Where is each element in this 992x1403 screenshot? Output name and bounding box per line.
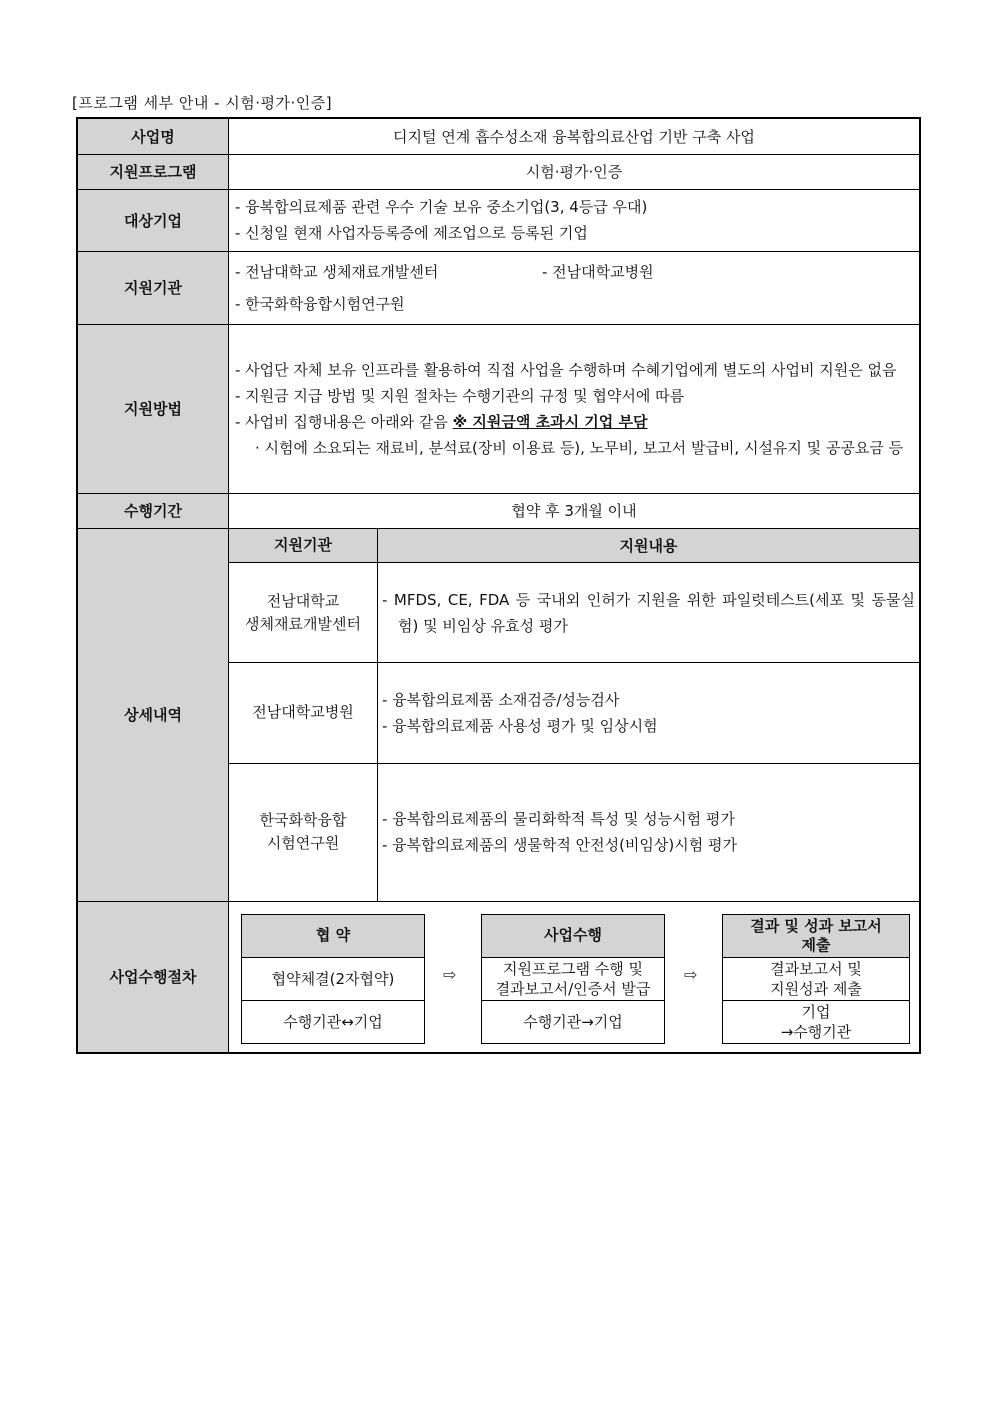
row-project xyxy=(77,118,920,154)
step-flow: 수행기관→기업 xyxy=(482,1000,664,1043)
method-subitem: · 시험에 소요되는 재료비, 분석료(장비 이용료 등), 노무비, 보고서 발급비, 시설유지 및 공공요금 등 xyxy=(255,438,904,457)
details-institution: 전남대학교병원 xyxy=(229,663,378,763)
value-program: 시험·평가·인증 xyxy=(229,154,921,189)
step-title: 사업수행 xyxy=(482,915,664,958)
row-program xyxy=(77,154,920,189)
value-method xyxy=(229,324,921,493)
label-details: 상세내역 xyxy=(77,528,229,901)
step-title: 협 약 xyxy=(242,915,424,958)
step-description: 결과보고서 및 지원성과 제출 xyxy=(770,959,862,998)
arrow-right-icon: ⇨ xyxy=(443,964,457,984)
institution-item: - 전남대학교 생체재료개발센터 xyxy=(235,262,439,281)
details-header-row xyxy=(229,529,919,563)
details-item: - MFDS, CE, FDA 등 국내외 인허가 지원을 위한 파일럿테스트(세포 및 동물실험) 및 비임상 유효성 평가 xyxy=(382,590,915,635)
value-project: 디지털 연계 흡수성소재 융복합의료산업 기반 구축 사업 xyxy=(229,118,921,154)
details-institution: 한국화학융합 시험연구원 xyxy=(229,763,378,900)
label-project: 사업명 xyxy=(77,118,229,154)
label-method: 지원방법 xyxy=(77,324,229,493)
method-emphasis: ※ 지원금액 초과시 기업 부담 xyxy=(452,412,648,431)
details-table xyxy=(229,529,919,901)
method-item: - 지원금 지급 방법 및 지원 절차는 수행기관의 규정 및 협약서에 따름 xyxy=(235,386,685,405)
label-procedure: 사업수행절차 xyxy=(77,901,229,1053)
value-details xyxy=(229,528,921,901)
row-institution xyxy=(77,251,920,324)
arrow-right-icon: ⇨ xyxy=(684,964,698,984)
step-flow: 수행기관↔기업 xyxy=(242,1000,424,1043)
details-col-institution: 지원기관 xyxy=(229,529,378,563)
details-content xyxy=(378,763,920,900)
label-period: 수행기간 xyxy=(77,493,229,528)
procedure-step-agreement xyxy=(241,914,425,1044)
step-description: 지원프로그램 수행 및 결과보고서/인증서 발급 xyxy=(495,959,651,998)
label-target: 대상기업 xyxy=(77,189,229,251)
value-institution xyxy=(229,251,921,324)
details-row xyxy=(229,763,919,900)
row-target xyxy=(77,189,920,251)
procedure-flow xyxy=(229,902,919,1052)
details-item: - 융복합의료제품의 물리화학적 특성 및 성능시험 평가 xyxy=(382,810,735,829)
target-item: - 신청일 현재 사업자등록증에 제조업으로 등록된 기업 xyxy=(235,224,588,242)
details-item: - 융복합의료제품 소재검증/성능검사 xyxy=(382,690,620,709)
details-item: - 융복합의료제품 사용성 평가 및 임상시험 xyxy=(382,716,658,735)
details-row xyxy=(229,663,919,763)
row-procedure xyxy=(77,901,920,1053)
details-col-content: 지원내용 xyxy=(378,529,920,563)
institution-item: - 전남대학교병원 xyxy=(542,262,654,281)
row-period xyxy=(77,493,920,528)
step-description: 협약체결(2자협약) xyxy=(271,969,395,988)
row-method xyxy=(77,324,920,493)
details-content xyxy=(378,563,920,663)
method-item-text: - 사업비 집행내용은 아래와 같음 xyxy=(235,412,453,431)
institution-item: - 한국화학융합시험연구원 xyxy=(235,294,405,313)
document-caption: [프로그램 세부 안내 - 시험·평가·인증] xyxy=(72,94,333,112)
details-item: - 융복합의료제품의 생물학적 안전성(비임상)시험 평가 xyxy=(382,836,737,855)
details-institution: 전남대학교 생체재료개발센터 xyxy=(229,563,378,663)
row-details xyxy=(77,528,920,901)
method-item xyxy=(235,409,913,435)
program-info-table xyxy=(76,117,921,1054)
target-item: - 융복합의료제품 관련 우수 기술 보유 중소기업(3, 4등급 우대) xyxy=(235,198,648,216)
step-title: 결과 및 성과 보고서 제출 xyxy=(723,915,909,958)
procedure-step-report xyxy=(722,914,910,1044)
method-item: - 사업단 자체 보유 인프라를 활용하여 직접 사업을 수행하며 수혜기업에게 별도의 사업비 지원은 없음 xyxy=(235,360,897,379)
value-procedure xyxy=(229,901,921,1053)
value-target xyxy=(229,189,921,251)
label-institution: 지원기관 xyxy=(77,251,229,324)
details-row xyxy=(229,563,919,663)
procedure-step-execution xyxy=(481,914,665,1044)
label-program: 지원프로그램 xyxy=(77,154,229,189)
value-period: 협약 후 3개월 이내 xyxy=(229,493,921,528)
step-flow: 기업 →수행기관 xyxy=(723,1000,909,1043)
details-content xyxy=(378,663,920,763)
